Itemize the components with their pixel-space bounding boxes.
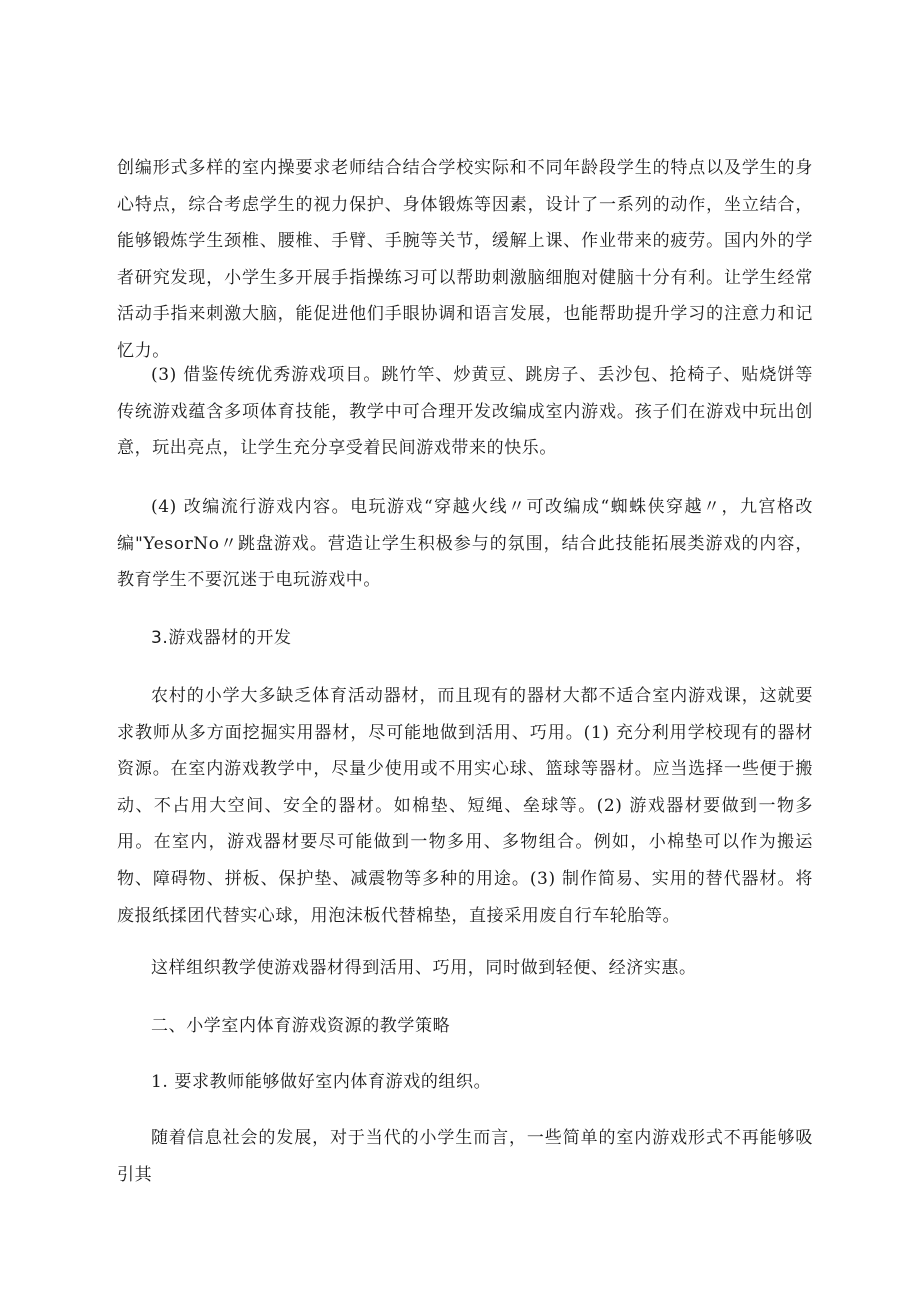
subsection-heading-organization: 1. 要求教师能够做好室内体育游戏的组织。	[151, 1072, 492, 1092]
paragraph-equipment-development: 农村的小学大多缺乏体育活动器材，而且现有的器材大都不适合室内游戏课，这就要求教师从多方面挖掘实用器材，尽可能地做到活用、巧用。(1) 充分利用学校现有的器材资源。在室内游戏教学中，尽量少使用或不用实心球、篮球等器材。应当选择一些便于搬动、不占用大空间、安全的器材。如棉垫、短绳、垒球等。(2) 游戏器材要做到一物多用。在室内，游戏器材要尽可能做到一物多用、多物组合。例如，小棉垫可以作为搬运物、障碍物、拼板、保护垫、减震物等多种的用途。(3) 制作简易、实用的替代器材。将废报纸揉团代替实心球，用泡沫板代替棉垫，直接采用废自行车轮胎等。	[117, 686, 813, 926]
paragraph-information-society: 随着信息社会的发展，对于当代的小学生而言，一些简单的室内游戏形式不再能够吸引其	[117, 1128, 813, 1185]
paragraph-popular-games: (4) 改编流行游戏内容。电玩游戏“穿越火线〃可改编成“蜘蛛侠穿越〃，九宫格改编"YesorNo〃跳盘游戏。营造让学生积极参与的氛围，结合此技能拓展类游戏的内容，教育学生不要沉迷于电玩游戏中。	[117, 497, 813, 591]
paragraph-traditional-games: (3) 借鉴传统优秀游戏项目。跳竹竿、炒黄豆、跳房子、丢沙包、抢椅子、贴烧饼等传统游戏蕴含多项体育技能，教学中可合理开发改编成室内游戏。孩子们在游戏中玩出创意，玩出亮点，让学生充分享受着民间游戏带来的快乐。	[117, 365, 813, 459]
paragraph-indoor-exercise: 创编形式多样的室内操要求老师结合结合学校实际和不同年龄段学生的特点以及学生的身心特点，综合考虑学生的视力保护、身体锻炼等因素，设计了一系列的动作，坐立结合，能够锻炼学生颈椎、腰椎、手臂、手腕等关节，缓解上课、作业带来的疲劳。国内外的学者研究发现，小学生多开展手指操练习可以帮助刺激脑细胞对健脑十分有利。让学生经常活动手指来刺激大脑，能促进他们手眼协调和语言发展，也能帮助提升学习的注意力和记忆力。	[117, 158, 813, 361]
section-heading-teaching-strategy: 二、小学室内体育游戏资源的教学策略	[151, 1016, 451, 1036]
paragraph-equipment-summary: 这样组织教学使游戏器材得到活用、巧用，同时做到轻便、经济实惠。	[151, 958, 697, 978]
section-heading-equipment: 3.游戏器材的开发	[151, 628, 292, 648]
